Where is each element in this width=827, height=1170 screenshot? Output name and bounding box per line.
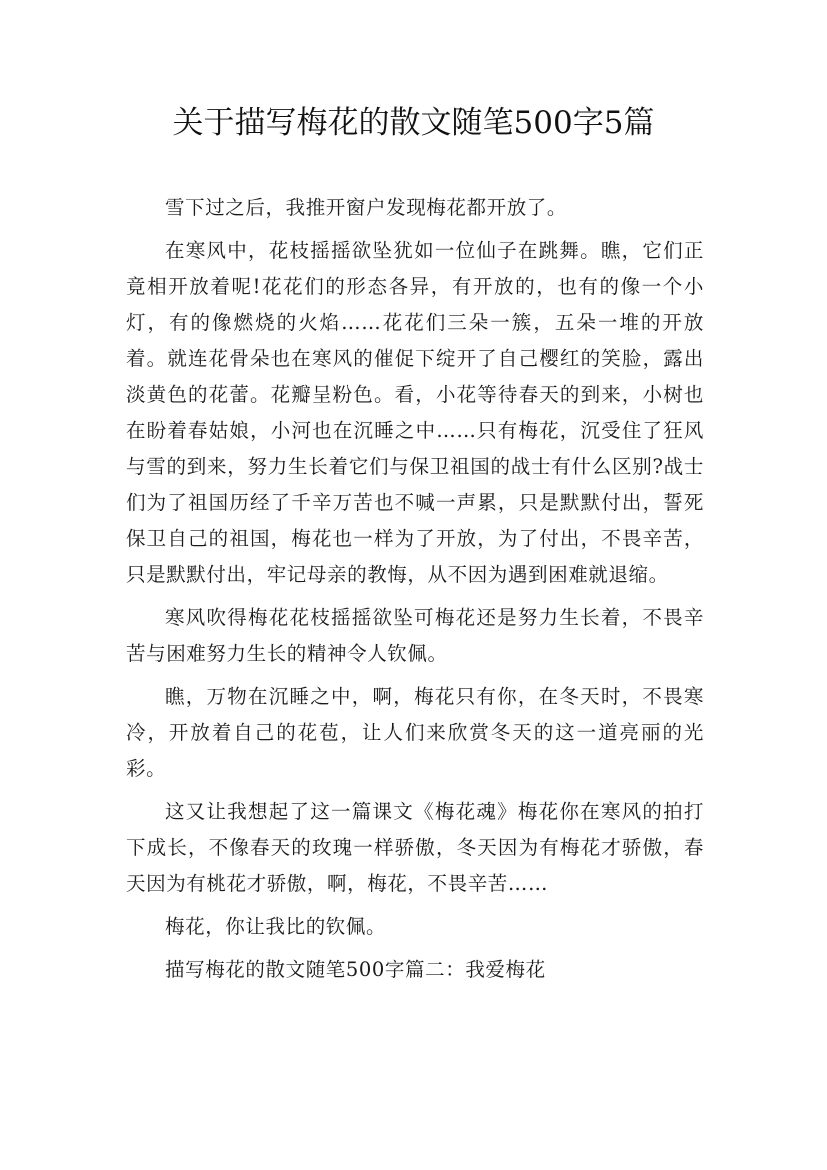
paragraph-4: 瞧，万物在沉睡之中，啊，梅花只有你，在冬天时，不畏寒冷，开放着自己的花苞，让人们来欣赏冬天的这一道亮丽的光彩。 bbox=[126, 685, 704, 780]
paragraph-2: 在寒风中，花枝摇摇欲坠犹如一位仙子在跳舞。瞧，它们正竟相开放着呢!花花们的形态各异，有开放的，也有的像一个小灯，有的像燃烧的火焰……花花们三朵一簇，五朵一堆的开放着。就连花骨朵也在寒风的催促下绽开了自己樱红的笑脸，露出淡黄色的花蕾。花瓣呈粉色。看，小花等待春天的到来，小树也在盼着春姑娘，小河也在沉睡之中……只有梅花，沉受住了狂风与雪的到来，努力生长着它们与保卫祖国的战士有什么区别?战士们为了祖国历经了千辛万苦也不喊一声累，只是默默付出，誓死保卫自己的祖国，梅花也一样为了开放，为了付出，不畏辛苦，只是默默付出，牢记母亲的教悔，从不因为遇到困难就退缩。 bbox=[126, 239, 704, 586]
paragraph-1: 雪下过之后，我推开窗户发现梅花都开放了。 bbox=[165, 196, 568, 219]
section-heading-part-two: 描写梅花的散文随笔500字篇二：我爱梅花 bbox=[165, 958, 546, 981]
document-title: 关于描写梅花的散文随笔500字5篇 bbox=[172, 105, 655, 141]
paragraph-5: 这又让我想起了这一篇课文《梅花魂》梅花你在寒风的拍打下成长，不像春天的玫瑰一样骄傲，冬天因为有梅花才骄傲，春天因为有桃花才骄傲，啊，梅花，不畏辛苦…… bbox=[126, 800, 704, 895]
paragraph-3: 寒风吹得梅花花枝摇摇欲坠可梅花还是努力生长着，不畏辛苦与困难努力生长的精神令人钦佩。 bbox=[126, 606, 704, 665]
document-body bbox=[126, 190, 704, 995]
paragraph-6: 梅花，你让我比的钦佩。 bbox=[165, 915, 387, 938]
